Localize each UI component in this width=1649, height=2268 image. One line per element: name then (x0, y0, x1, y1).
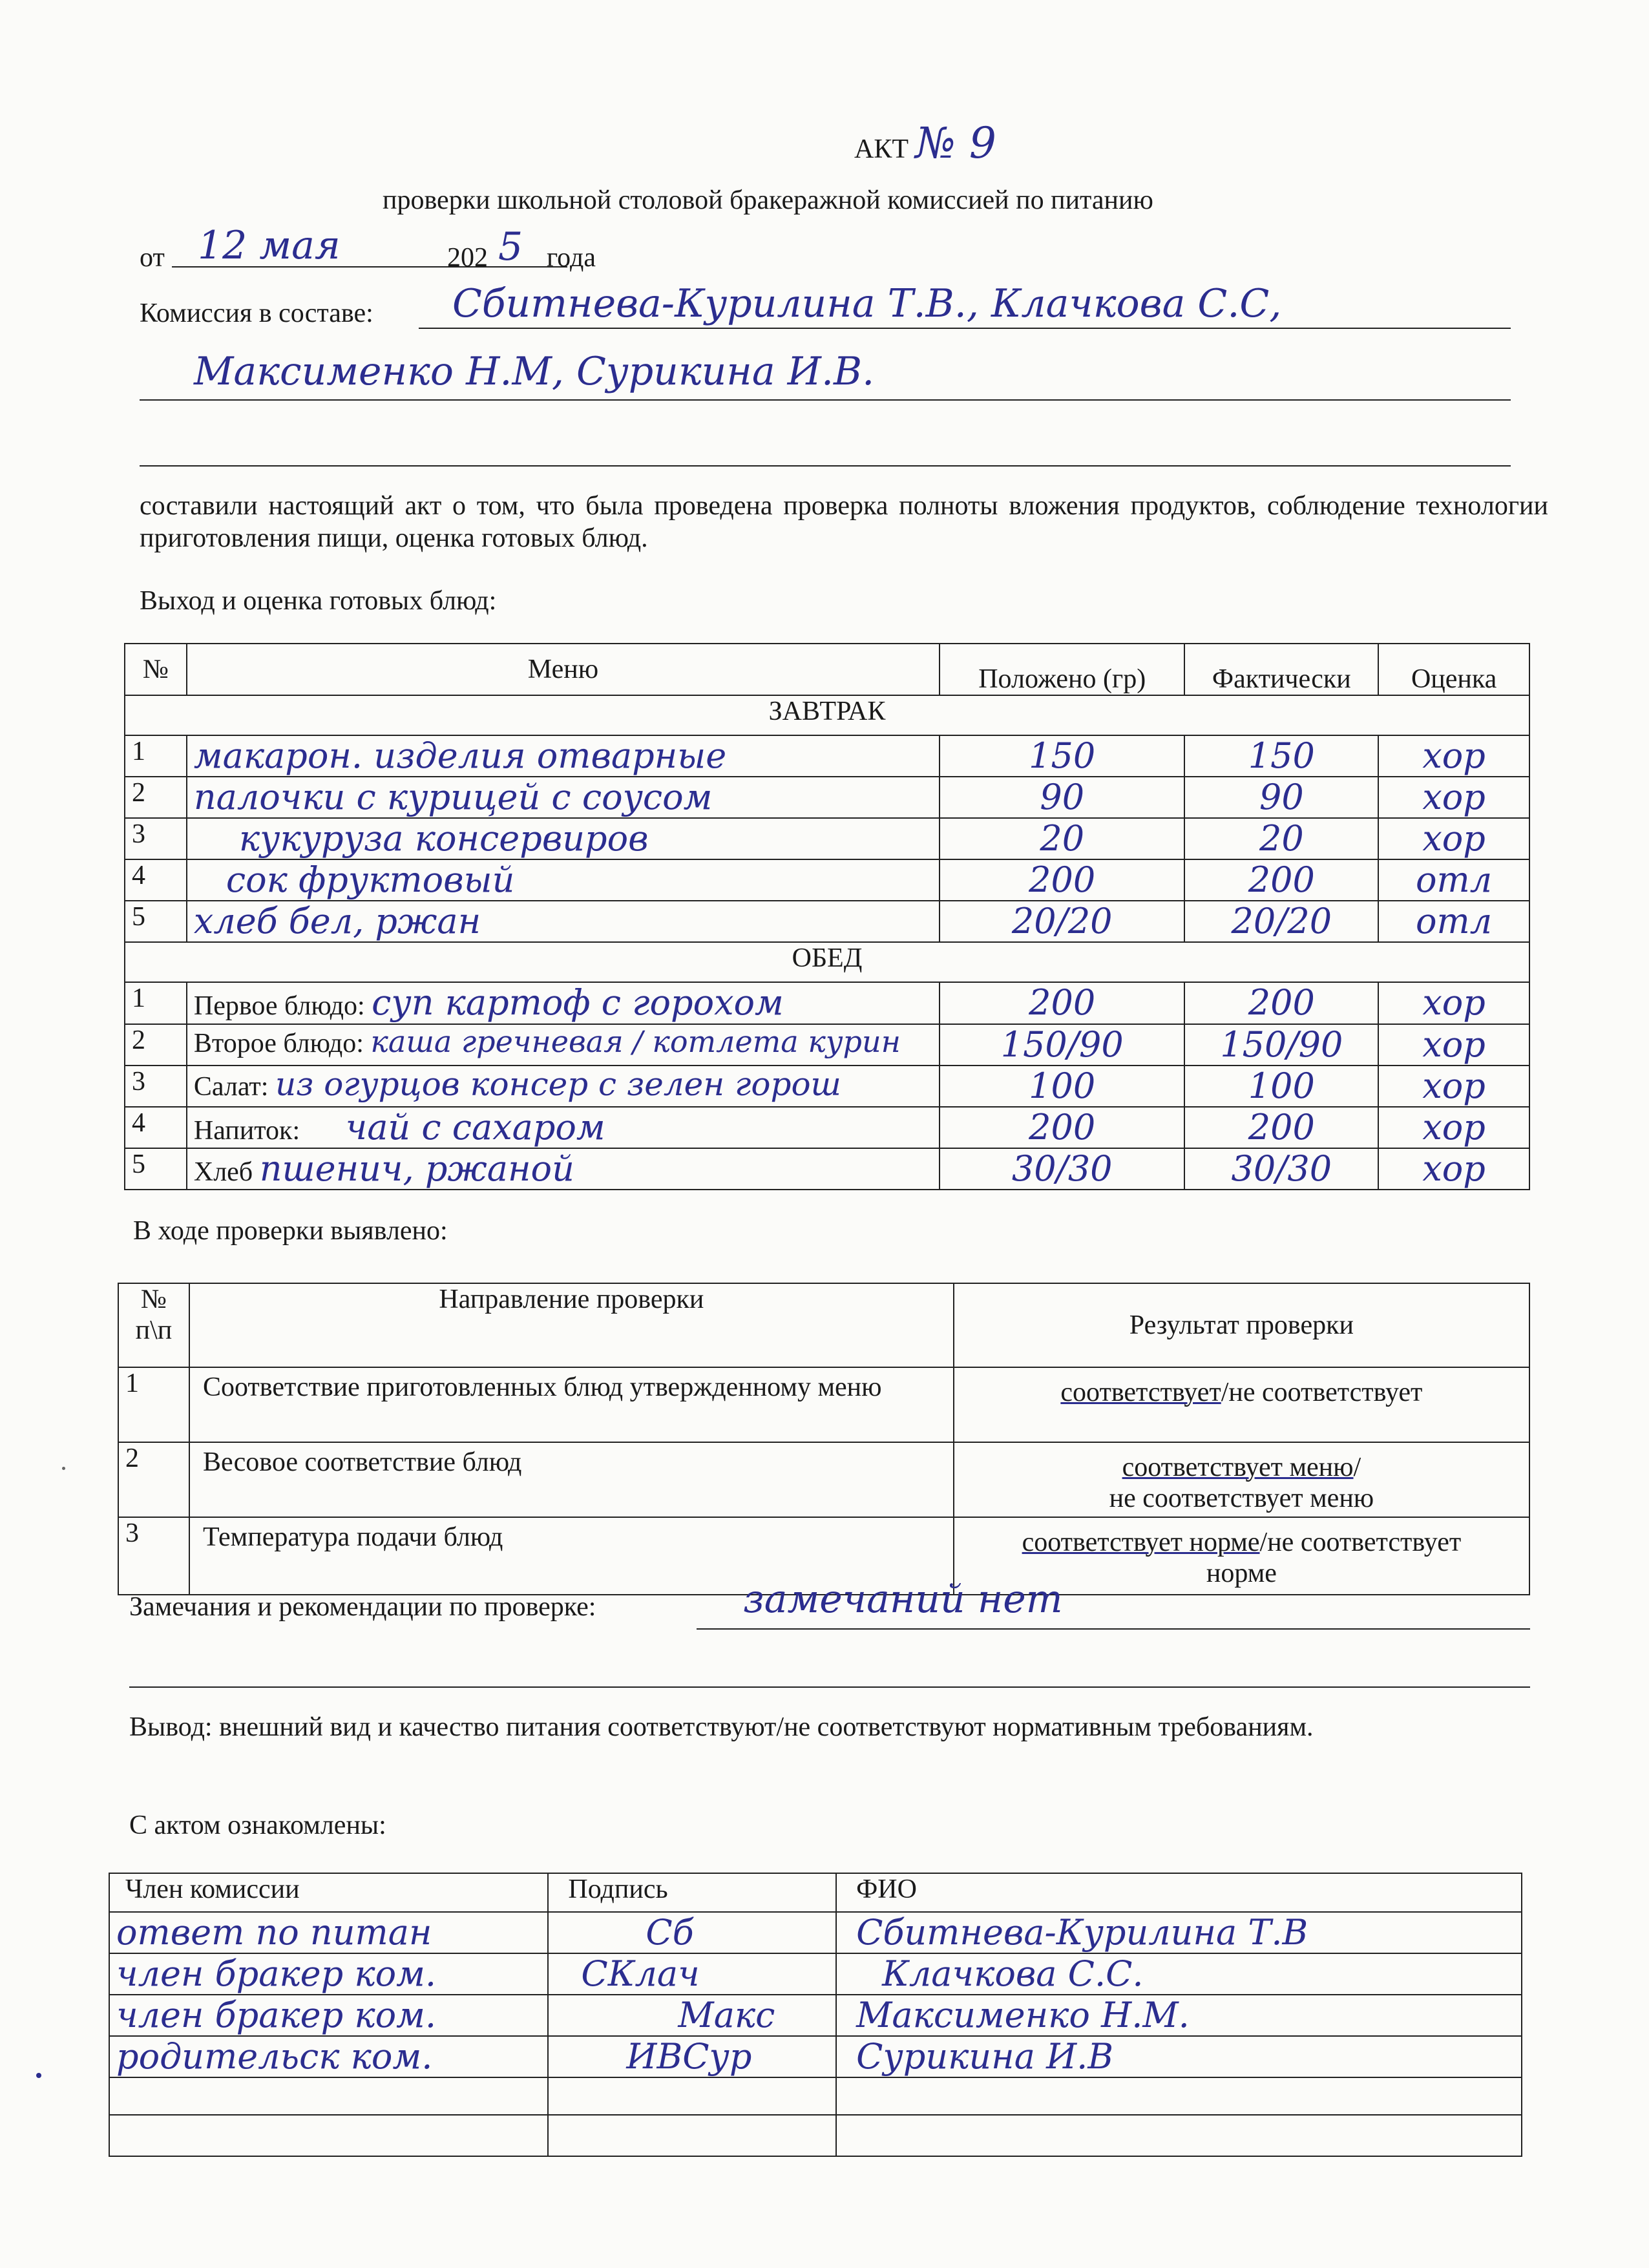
result-ok: соответствует меню (1122, 1453, 1354, 1482)
lunch-label: ОБЕД (125, 942, 1529, 982)
row-number: 5 (125, 1148, 187, 1190)
result-rest: / (1353, 1453, 1361, 1482)
dish-norm: 20/20 (940, 901, 1184, 942)
member-name: Клачкова С.С. (836, 1953, 1522, 1995)
row-number: 1 (125, 735, 187, 777)
dish-actual: 100 (1184, 1066, 1378, 1107)
check-direction: Температура подачи блюд (189, 1517, 954, 1595)
act-subtitle: проверки школьной столовой бракеражной комиссией по питанию (383, 185, 1153, 215)
member-name: Максименко Н.М. (836, 1995, 1522, 2036)
act-title (854, 118, 996, 169)
row-number: 3 (125, 1066, 187, 1107)
dish-actual: 200 (1184, 1107, 1378, 1148)
dish-label: Напиток: (193, 1115, 300, 1146)
table-row (125, 1066, 1529, 1107)
row-number: 1 (118, 1367, 189, 1442)
member-signature: СКлач (548, 1953, 836, 1995)
table-row (125, 1148, 1529, 1190)
check-table (118, 1283, 1530, 1595)
acquainted-label: С актом ознакомлены: (129, 1811, 386, 1840)
dish-grade: хор (1378, 818, 1529, 859)
breakfast-label: ЗАВТРАК (125, 695, 1529, 735)
member-role: ответ по питан (109, 1912, 548, 1953)
table-row (125, 735, 1529, 777)
table-row (125, 818, 1529, 859)
dish-name: каша гречневая / котлета курин (370, 1024, 901, 1059)
menu-table (124, 643, 1530, 1190)
dish-norm: 150 (940, 735, 1184, 777)
dish-norm: 100 (940, 1066, 1184, 1107)
date-line (140, 223, 631, 273)
row-number: 4 (125, 859, 187, 901)
dish-name: пшенич, ржаной (259, 1148, 574, 1189)
dish-grade: хор (1378, 1024, 1529, 1066)
ink-dot (62, 1467, 65, 1470)
member-name (836, 2077, 1522, 2115)
member-name (836, 2115, 1522, 2156)
dish-label: Второе блюдо: (193, 1028, 364, 1058)
remarks-label: Замечания и рекомендации по проверке: (129, 1592, 596, 1622)
dish-actual: 90 (1184, 777, 1378, 818)
member-role: родительск ком. (109, 2036, 548, 2077)
dish-grade: отл (1378, 901, 1529, 942)
dish-norm: 200 (940, 1107, 1184, 1148)
commission-label: Комиссия в составе: (140, 299, 373, 328)
member-signature: Макс (548, 1995, 836, 2036)
col-number: № (125, 644, 187, 695)
col-result: Результат проверки (954, 1283, 1529, 1367)
remarks-line-2 (129, 1648, 1530, 1688)
row-number: 1 (125, 982, 187, 1024)
dish-cell (187, 982, 940, 1024)
table-row (125, 777, 1529, 818)
ink-dot (36, 2073, 41, 2078)
dish-norm: 200 (940, 982, 1184, 1024)
dish-grade: хор (1378, 1066, 1529, 1107)
intro-text: составили настоящий акт о том, что была проведена проверка полноты вложения продуктов, соблюдение технологии приготовления пищи, оценка готовых блюд. (140, 491, 1548, 554)
sign-header-row (109, 1873, 1522, 1912)
dish-label: Салат: (193, 1071, 269, 1102)
dish-actual: 200 (1184, 982, 1378, 1024)
member-name: Сурикина И.В (836, 2036, 1522, 2077)
col-name: ФИО (836, 1873, 1522, 1912)
table-row (125, 901, 1529, 942)
col-actual: Фактически (1184, 644, 1378, 695)
dish-cell (187, 1107, 940, 1148)
col-norm: Положено (гр) (940, 644, 1184, 695)
dish-name: палочки с курицей с соусом (187, 777, 940, 818)
dish-actual: 150/90 (1184, 1024, 1378, 1066)
year-prefix: 202 (447, 243, 488, 273)
from-label: от (140, 243, 165, 273)
year-underline (488, 226, 535, 268)
col-member: Член комиссии (109, 1873, 548, 1912)
table-row (109, 2115, 1522, 2156)
table-row (125, 982, 1529, 1024)
dish-grade: хор (1378, 982, 1529, 1024)
dish-actual: 200 (1184, 859, 1378, 901)
table-row (109, 1912, 1522, 1953)
dish-actual: 20/20 (1184, 901, 1378, 942)
col-menu: Меню (187, 644, 940, 695)
dish-label: Первое блюдо: (193, 991, 365, 1022)
result-rest-2: норме (1206, 1559, 1277, 1589)
check-header-row (118, 1283, 1529, 1367)
lunch-section-row (125, 942, 1529, 982)
col-direction: Направление проверки (189, 1283, 954, 1367)
table-row (109, 1953, 1522, 1995)
dish-name: макарон. изделия отварные (187, 735, 940, 777)
commission-line-3 (140, 426, 1511, 467)
found-title: В ходе проверки выявлено: (133, 1216, 448, 1246)
row-number: 5 (125, 901, 187, 942)
row-number: 3 (125, 818, 187, 859)
member-signature (548, 2077, 836, 2115)
dish-grade: хор (1378, 1148, 1529, 1190)
dish-norm: 200 (940, 859, 1184, 901)
table-row (109, 2077, 1522, 2115)
table-row (109, 1995, 1522, 2036)
check-result (954, 1367, 1529, 1442)
check-direction: Весовое соответствие блюд (189, 1442, 954, 1517)
table-row (118, 1367, 1529, 1442)
result-rest: /не соответствует (1221, 1378, 1423, 1407)
dish-norm: 150/90 (940, 1024, 1184, 1066)
dish-actual: 150 (1184, 735, 1378, 777)
member-signature: ИВСур (548, 2036, 836, 2077)
menu-header-row (125, 644, 1529, 695)
col-grade: Оценка (1378, 644, 1529, 695)
dish-grade: хор (1378, 1107, 1529, 1148)
dish-name: сок фруктовый (187, 859, 940, 901)
dish-name: чай с сахаром (345, 1106, 605, 1148)
commission-names-1: Сбитнева-Курилина Т.В., Клачкова С.С, (452, 281, 1282, 326)
row-number: 4 (125, 1107, 187, 1148)
dish-name: из огурцов консер с зелен горош (275, 1065, 841, 1103)
dish-label: Хлеб (193, 1157, 253, 1187)
table-row (125, 859, 1529, 901)
member-role (109, 2115, 548, 2156)
act-number: № 9 (915, 118, 996, 168)
date-value: 12 мая (198, 223, 341, 268)
dish-norm: 20 (940, 818, 1184, 859)
dish-cell (187, 1024, 940, 1066)
table-row (125, 1107, 1529, 1148)
dish-name: хлеб бел, ржан (187, 901, 940, 942)
sign-table (109, 1873, 1522, 2157)
table-row (109, 2036, 1522, 2077)
member-signature (548, 2115, 836, 2156)
act-label: АКТ (854, 134, 909, 164)
commission-names-2: Максименко Н.М, Сурикина И.В. (194, 349, 875, 394)
col-signature: Подпись (548, 1873, 836, 1912)
year-suffix: года (547, 243, 596, 273)
dish-name: суп картоф с горохом (372, 982, 784, 1024)
year-digit: 5 (498, 224, 523, 269)
member-name: Сбитнева-Курилина Т.В (836, 1912, 1522, 1953)
result-rest: /не соответствует (1259, 1528, 1462, 1557)
dish-grade: отл (1378, 859, 1529, 901)
dish-name: кукуруза консервиров (187, 818, 940, 859)
dish-cell (187, 1066, 940, 1107)
dish-cell (187, 1148, 940, 1190)
result-ok: соответствует норме (1022, 1528, 1260, 1557)
row-number: 2 (118, 1442, 189, 1517)
dish-actual: 20 (1184, 818, 1378, 859)
check-direction: Соответствие приготовленных блюд утвержденному меню (189, 1367, 954, 1442)
check-result (954, 1442, 1529, 1517)
dish-grade: хор (1378, 777, 1529, 818)
conclusion-text: Вывод: внешний вид и качество питания соответствуют/не соответствуют нормативным требованиям. (129, 1712, 1314, 1742)
row-number: 2 (125, 1024, 187, 1066)
dish-grade: хор (1378, 735, 1529, 777)
dish-actual: 30/30 (1184, 1148, 1378, 1190)
member-role: член бракер ком. (109, 1953, 548, 1995)
result-ok: соответствует (1060, 1378, 1221, 1407)
output-title: Выход и оценка готовых блюд: (140, 586, 497, 616)
member-signature: Сб (548, 1912, 836, 1953)
col-number: № п\п (118, 1283, 189, 1367)
remarks-value: замечаний нет (743, 1577, 1063, 1622)
breakfast-section-row (125, 695, 1529, 735)
dish-norm: 90 (940, 777, 1184, 818)
result-rest-2: не соответствует меню (1109, 1484, 1374, 1514)
table-row (118, 1442, 1529, 1517)
row-number: 3 (118, 1517, 189, 1595)
member-role (109, 2077, 548, 2115)
row-number: 2 (125, 777, 187, 818)
table-row (125, 1024, 1529, 1066)
dish-norm: 30/30 (940, 1148, 1184, 1190)
member-role: член бракер ком. (109, 1995, 548, 2036)
